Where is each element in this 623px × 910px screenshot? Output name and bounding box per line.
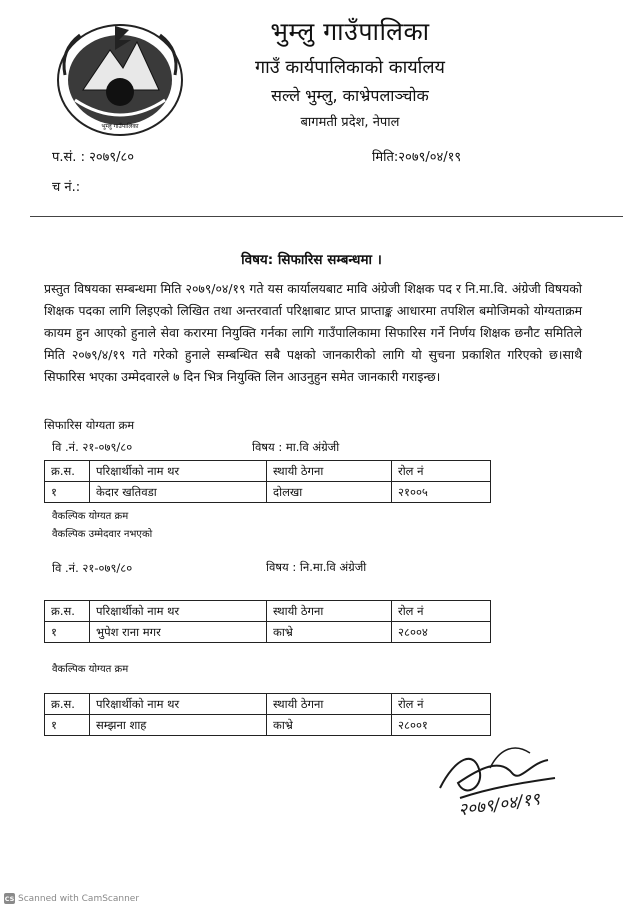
address-cell: दोलखा — [267, 482, 392, 503]
header-cell: परिक्षार्थीको नाम थर — [90, 694, 267, 715]
section2-merit-table — [44, 600, 491, 643]
camscanner-icon: CS — [4, 894, 15, 903]
header-cell: रोल नं — [392, 601, 491, 622]
serial-cell: १ — [45, 482, 90, 503]
merit-list-heading: सिफारिस योग्यता क्रम — [44, 418, 135, 432]
table-row — [45, 482, 491, 503]
section1-alternate-heading: वैकल्पिक योग्यत क्रम — [52, 511, 129, 522]
table-header-row — [45, 601, 491, 622]
header-cell: रोल नं — [392, 694, 491, 715]
roll-number-cell: २८००४ — [392, 622, 491, 643]
table-header-row — [45, 461, 491, 482]
section1-notice-number: वि .नं. २१-०७९/८० — [52, 440, 133, 454]
signature — [420, 728, 570, 838]
section2-subject: विषय : नि.मा.वि अंग्रेजी — [266, 560, 367, 574]
section1-merit-table — [44, 460, 491, 503]
header-cell: क्र.स. — [45, 461, 90, 482]
header-cell: क्र.स. — [45, 694, 90, 715]
section2-notice-number: वि .नं. २१-०७९/८० — [52, 561, 133, 575]
address-cell: काभ्रे — [267, 622, 392, 643]
header-cell: क्र.स. — [45, 601, 90, 622]
signature-date: २०७९/०४/१९ — [457, 789, 542, 821]
office-name: गाउँ कार्यपालिकाको कार्यालय — [255, 57, 445, 78]
roll-number-cell: २८००१ — [392, 715, 491, 736]
candidate-name-cell: केदार खतिवडा — [90, 482, 267, 503]
header-divider — [30, 216, 623, 217]
table-header-row — [45, 694, 491, 715]
section1-subject: विषय : मा.वि अंग्रेजी — [252, 440, 340, 454]
office-address: सल्ले भुम्लु, काभ्रेपलाञ्चोक — [271, 86, 429, 105]
svg-text:भुम्लु गाउँपालिका: भुम्लु गाउँपालिका — [101, 123, 139, 130]
municipality-emblem — [55, 20, 185, 140]
header-cell: स्थायी ठेगना — [267, 601, 392, 622]
header-cell: स्थायी ठेगना — [267, 461, 392, 482]
body-paragraph: प्रस्तुत विषयका सम्बन्धमा मिति २०७९/०४/१९ गते यस कार्यालयबाट मावि अंग्रेजी शिक्षक पद र नि.मा.वि. अंग्रेजी विषयको शिक्षक पदका लागि लिइएको लिखित तथा अन्तरवार्ता परिक्षाबाट प्राप्त प्राप्ताङ्क आधारमा तपशिल बमोजिमको योग्यताक्रम कायम हुन आएको हुनाले सेवा करारमा नियुक्ति गर्नका लागि गाउँपालिकामा सिफारिस गर्ने निर्णय शिक्षक छनौट समितिले मिति २०७९/४/१९ गते गरेको हुनाले सम्बन्धित सबै पक्षको जानकारीको लागि यो सुचना प्रकाशित गरिएको छ।साथै सिफारिस भएका उम्मेदवारले ७ दिन भित्र नियुक्ति लिन आउनुहुन समेत जानकारी गराइन्छ। — [44, 281, 582, 384]
reference-number: प.सं. : २०७९/८० — [52, 150, 135, 165]
section2-alternate-heading: वैकल्पिक योग्यत क्रम — [52, 664, 129, 675]
letter-date: मिति:२०७९/०४/१९ — [372, 150, 462, 165]
serial-cell: १ — [45, 622, 90, 643]
dispatch-number: च नं.: — [52, 180, 81, 195]
candidate-name-cell: सम्झना शाह — [90, 715, 267, 736]
header-cell: रोल नं — [392, 461, 491, 482]
scanner-watermark — [4, 893, 139, 904]
section1-alternate-note: वैकल्पिक उम्मेदवार नभएको — [52, 529, 153, 540]
candidate-name-cell: भुपेश राना मगर — [90, 622, 267, 643]
serial-cell: १ — [45, 715, 90, 736]
header-cell: परिक्षार्थीको नाम थर — [90, 461, 267, 482]
municipality-title: भुम्लु गाउँपालिका — [270, 17, 430, 46]
province-name: बागमती प्रदेश, नेपाल — [300, 115, 400, 130]
header-cell: स्थायी ठेगना — [267, 694, 392, 715]
table-row — [45, 622, 491, 643]
roll-number-cell: २१००५ — [392, 482, 491, 503]
scanner-watermark-text: Scanned with CamScanner — [18, 893, 140, 904]
address-cell: काभ्रे — [267, 715, 392, 736]
letter-subject: विषय: सिफारिस सम्बन्धमा । — [241, 252, 382, 268]
header-cell: परिक्षार्थीको नाम थर — [90, 601, 267, 622]
